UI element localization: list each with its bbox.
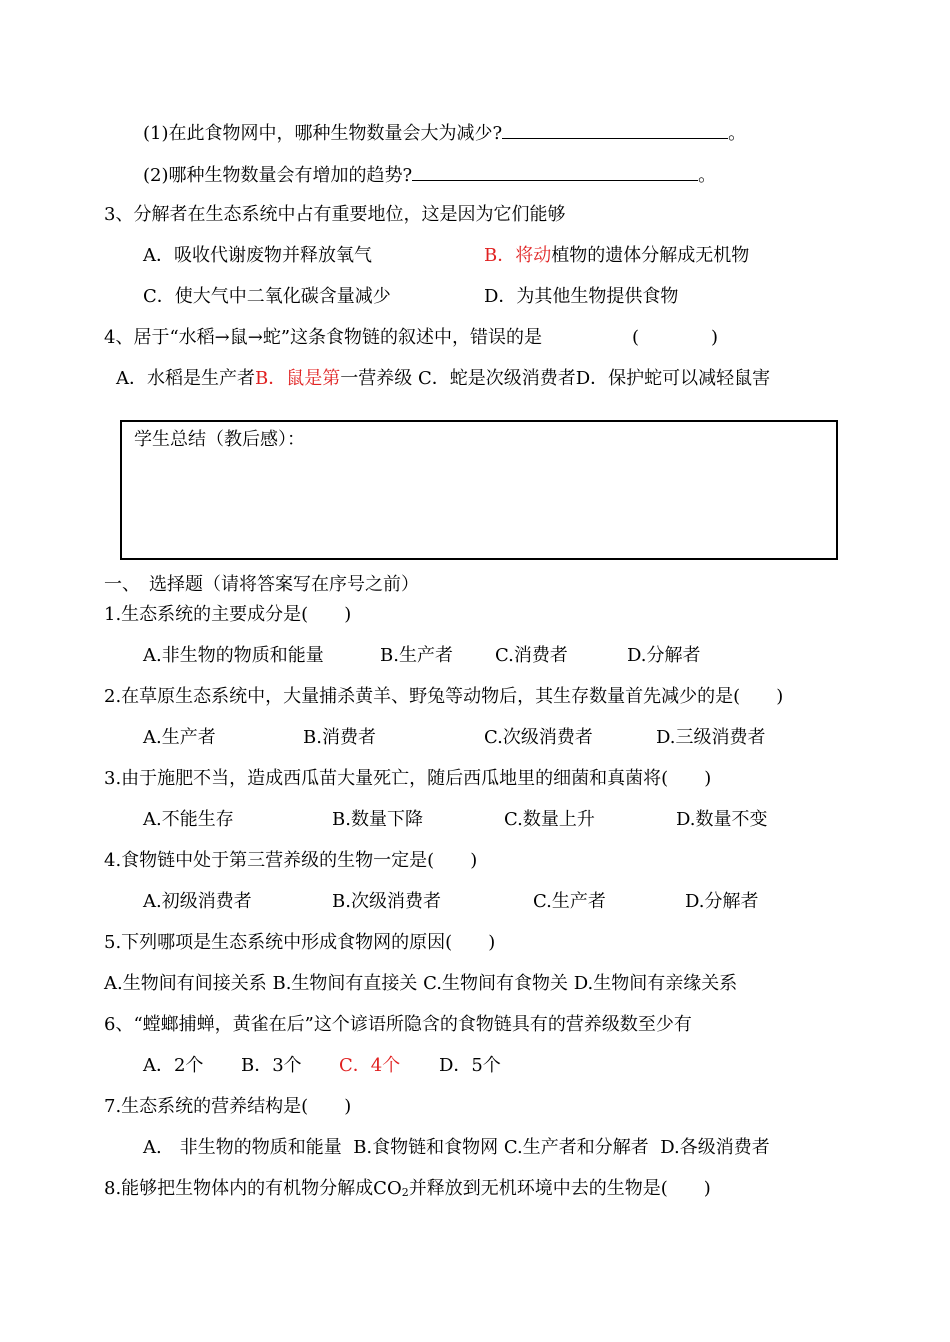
q3-option-b-highlight: B．将动 [484, 245, 552, 266]
p2-q8-stem [104, 1177, 711, 1205]
p2-q5-option-b: B.生物间有直接关 [272, 973, 418, 994]
p2-q8-stem-part1: 8.能够把生物体内的有机物分解成CO [104, 1178, 402, 1199]
q4-options [116, 367, 770, 391]
p2-q6-stem: 6、“螳螂捕蝉，黄雀在后”这个谚语所隐含的食物链具有的营养级数至少有 [104, 1014, 692, 1035]
q4-option-b-highlight: B．鼠是第 [255, 368, 341, 389]
p2-q1-option-c: C.消费者 [495, 645, 568, 666]
p2-q7-option-a: A. 非生物的物质和能量 [143, 1137, 342, 1158]
co2-subscript: 2 [401, 1186, 409, 1199]
p2-q6-option-b: B．3个 [241, 1055, 302, 1076]
p2-q6-option-c: C．4个 [339, 1055, 401, 1076]
p2-q6-option-a: A．2个 [143, 1055, 204, 1076]
p2-q4-stem: 4.食物链中处于第三营养级的生物一定是( ) [104, 850, 478, 871]
p2-q3-option-b: B.数量下降 [332, 809, 423, 830]
p2-q2-stem: 2.在草原生态系统中，大量捕杀黄羊、野兔等动物后，其生存数量首先减少的是( ) [104, 686, 784, 707]
q2-subquestion-1 [143, 120, 746, 146]
p2-q3-option-d: D.数量不变 [676, 809, 768, 830]
p2-q2-option-c: C.次级消费者 [484, 727, 593, 748]
p2-q6-option-d: D．5个 [439, 1055, 501, 1076]
p2-q7-options [143, 1136, 770, 1160]
p2-q2-option-d: D.三级消费者 [656, 727, 766, 748]
p2-q5-option-a: A.生物间有间接关系 [104, 973, 267, 994]
q3-option-b [484, 244, 749, 268]
p2-q7-stem: 7.生态系统的营养结构是( ) [104, 1096, 352, 1117]
answer-blank [502, 120, 728, 139]
p2-q5-option-d: D.生物间有亲缘关系 [573, 973, 738, 994]
p2-q4-option-a: A.初级消费者 [143, 891, 252, 912]
q3-option-a: A．吸收代谢废物并释放氧气 [143, 245, 372, 266]
q2-subquestion-2 [143, 162, 716, 188]
q4-option-b-rest: 一营养级 [340, 368, 413, 389]
q4-stem: 4、居于“水稻→鼠→蛇”这条食物链的叙述中，错误的是 [104, 327, 543, 348]
q2-sub2-text: (2)哪种生物数量会有增加的趋势? [143, 165, 413, 186]
p2-q2-option-a: A.生产者 [143, 727, 216, 748]
q4-answer-paren: ( ) [632, 327, 719, 348]
sentence-end: 。 [698, 165, 717, 186]
q4-option-a: A．水稻是生产者 [116, 368, 255, 389]
sentence-end: 。 [728, 123, 747, 144]
p2-q5-options [104, 972, 737, 996]
summary-label: 学生总结（教后感）： [134, 429, 305, 450]
p2-q3-option-a: A.不能生存 [143, 809, 234, 830]
student-summary-box[interactable] [120, 420, 838, 560]
q3-option-b-rest: 植物的遗体分解成无机物 [551, 245, 750, 266]
q4-option-d: D．保护蛇可以减轻鼠害 [575, 368, 771, 389]
q3-option-d: D．为其他生物提供食物 [484, 286, 679, 307]
p2-q3-option-c: C.数量上升 [504, 809, 595, 830]
section-heading: 一、 选择题（请将答案写在序号之前） [104, 574, 419, 595]
p2-q8-stem-part2: 并释放到无机环境中去的生物是( ) [408, 1178, 711, 1199]
p2-q1-stem: 1.生态系统的主要成分是( ) [104, 604, 352, 625]
p2-q4-option-d: D.分解者 [685, 891, 759, 912]
q3-option-c: C．使大气中二氧化碳含量减少 [143, 286, 391, 307]
p2-q7-option-c: C.生产者和分解者 [503, 1137, 649, 1158]
q4-option-c: C．蛇是次级消费者 [417, 368, 576, 389]
answer-blank [412, 162, 698, 181]
p2-q3-stem: 3.由于施肥不当，造成西瓜苗大量死亡，随后西瓜地里的细菌和真菌将( ) [104, 768, 712, 789]
p2-q5-option-c: C.生物间有食物关 [423, 973, 569, 994]
q3-stem: 3、分解者在生态系统中占有重要地位，这是因为它们能够 [104, 204, 566, 225]
p2-q1-option-a: A.非生物的物质和能量 [143, 645, 324, 666]
p2-q2-option-b: B.消费者 [303, 727, 376, 748]
p2-q7-option-d: D.各级消费者 [660, 1137, 770, 1158]
p2-q1-option-d: D.分解者 [627, 645, 701, 666]
p2-q1-option-b: B.生产者 [380, 645, 453, 666]
p2-q7-option-b: B.食物链和食物网 [353, 1137, 499, 1158]
p2-q4-option-c: C.生产者 [533, 891, 606, 912]
p2-q5-stem: 5.下列哪项是生态系统中形成食物网的原因( ) [104, 932, 496, 953]
p2-q4-option-b: B.次级消费者 [332, 891, 441, 912]
q2-sub1-text: (1)在此食物网中，哪种生物数量会大为减少? [143, 123, 503, 144]
